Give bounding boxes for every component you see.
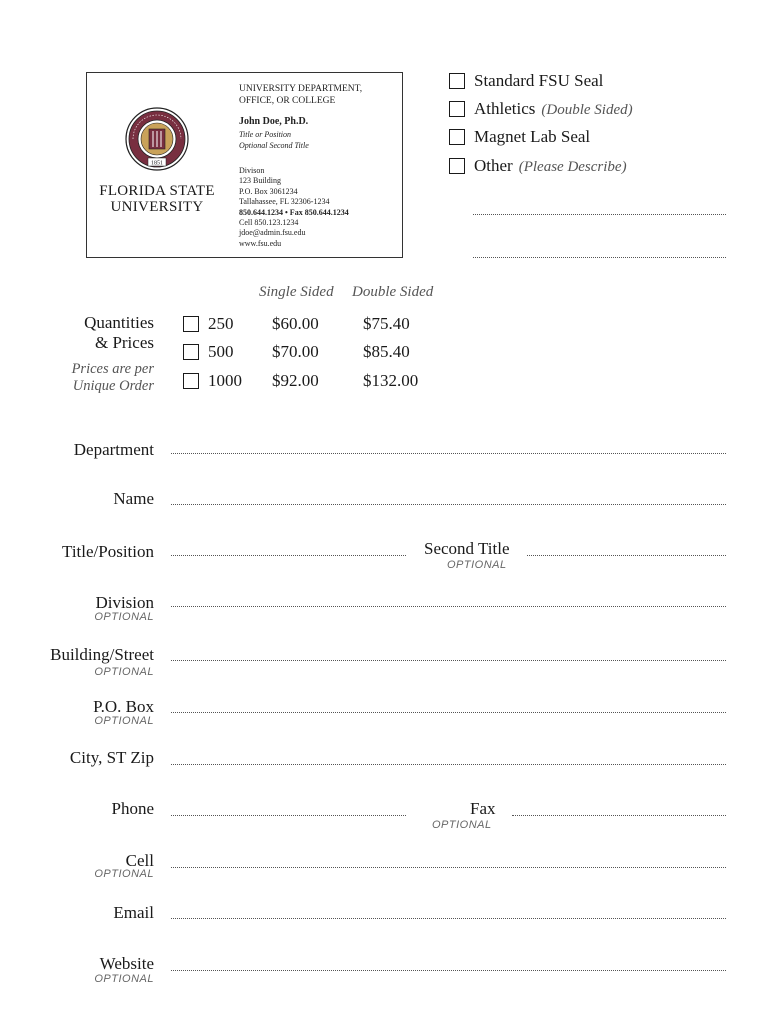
second-title-optional: OPTIONAL (447, 559, 507, 571)
card-university-name: FLORIDA STATE UNIVERSITY (99, 183, 215, 215)
division-field[interactable] (171, 606, 726, 607)
other-description-line-1[interactable] (473, 214, 726, 215)
card-department: UNIVERSITY DEPARTMENT, OFFICE, OR COLLEGE (239, 84, 363, 106)
single-sided-header: Single Sided (259, 284, 334, 300)
seal-lettering (125, 107, 189, 171)
price-500-double: $85.40 (363, 342, 410, 361)
business-card-preview (86, 72, 403, 258)
email-label: Email (113, 903, 154, 922)
magnet-lab-seal-label: Magnet Lab Seal (474, 127, 591, 146)
cell-label: Cell (125, 851, 154, 870)
phone-field[interactable] (171, 815, 406, 816)
athletics-label: Athletics (Double Sided) (474, 99, 633, 118)
qty-250-checkbox[interactable] (183, 316, 199, 332)
building-street-label: Building/Street (50, 645, 154, 664)
fax-field[interactable] (512, 815, 726, 816)
price-500-single: $70.00 (272, 342, 319, 361)
qty-500: 500 (208, 342, 234, 361)
other-description-line-2[interactable] (473, 257, 726, 258)
building-street-optional: OPTIONAL (94, 666, 154, 678)
department-field[interactable] (171, 453, 726, 454)
website-label: Website (99, 954, 154, 973)
qty-1000: 1000 (208, 371, 242, 390)
po-box-field[interactable] (171, 712, 726, 713)
double-sided-header: Double Sided (352, 284, 434, 300)
division-optional: OPTIONAL (94, 611, 154, 623)
title-position-label: Title/Position (62, 542, 154, 561)
city-st-zip-field[interactable] (171, 764, 726, 765)
card-address-block: Divison 123 Building P.O. Box 3061234 Tallahassee, FL 32306-1234 850.644.1234 • Fax 850.644.1234 Cell 850.123.1234 jdoe@admin.fsu.edu www.fsu.edu (239, 166, 349, 248)
cell-optional: OPTIONAL (94, 868, 154, 880)
standard-fsu-seal-label: Standard FSU Seal (474, 71, 604, 90)
po-box-optional: OPTIONAL (94, 715, 154, 727)
other-seal-checkbox[interactable] (449, 158, 465, 174)
athletics-checkbox[interactable] (449, 101, 465, 117)
price-250-double: $75.40 (363, 314, 410, 333)
qty-1000-checkbox[interactable] (183, 373, 199, 389)
price-1000-double: $132.00 (363, 371, 419, 390)
website-field[interactable] (171, 970, 726, 971)
building-street-field[interactable] (171, 660, 726, 661)
card-name: John Doe, Ph.D. (239, 116, 309, 127)
city-st-zip-label: City, ST Zip (69, 748, 154, 767)
website-optional: OPTIONAL (94, 973, 154, 985)
standard-fsu-seal-checkbox[interactable] (449, 73, 465, 89)
fax-optional: OPTIONAL (432, 819, 492, 831)
qty-250: 250 (208, 314, 234, 333)
po-box-label: P.O. Box (93, 697, 154, 716)
cell-field[interactable] (171, 867, 726, 868)
price-1000-single: $92.00 (272, 371, 319, 390)
card-titles: Title or Position Optional Second Title (239, 130, 309, 150)
name-label: Name (113, 489, 154, 508)
name-field[interactable] (171, 504, 726, 505)
division-label: Division (95, 593, 154, 612)
second-title-field[interactable] (527, 555, 726, 556)
prices-note: Prices are per Unique Order (71, 361, 154, 394)
department-label: Department (73, 440, 154, 459)
qty-500-checkbox[interactable] (183, 344, 199, 360)
email-field[interactable] (171, 918, 726, 919)
fax-label: Fax (470, 799, 496, 818)
svg-text:1851: 1851 (151, 160, 163, 167)
magnet-lab-seal-checkbox[interactable] (449, 129, 465, 145)
second-title-label: Second Title (424, 539, 510, 558)
quantities-prices-title: Quantities & Prices (84, 313, 154, 352)
phone-label: Phone (111, 799, 154, 818)
price-250-single: $60.00 (272, 314, 319, 333)
other-seal-label: Other (Please Describe) (474, 156, 627, 175)
title-position-field[interactable] (171, 555, 406, 556)
